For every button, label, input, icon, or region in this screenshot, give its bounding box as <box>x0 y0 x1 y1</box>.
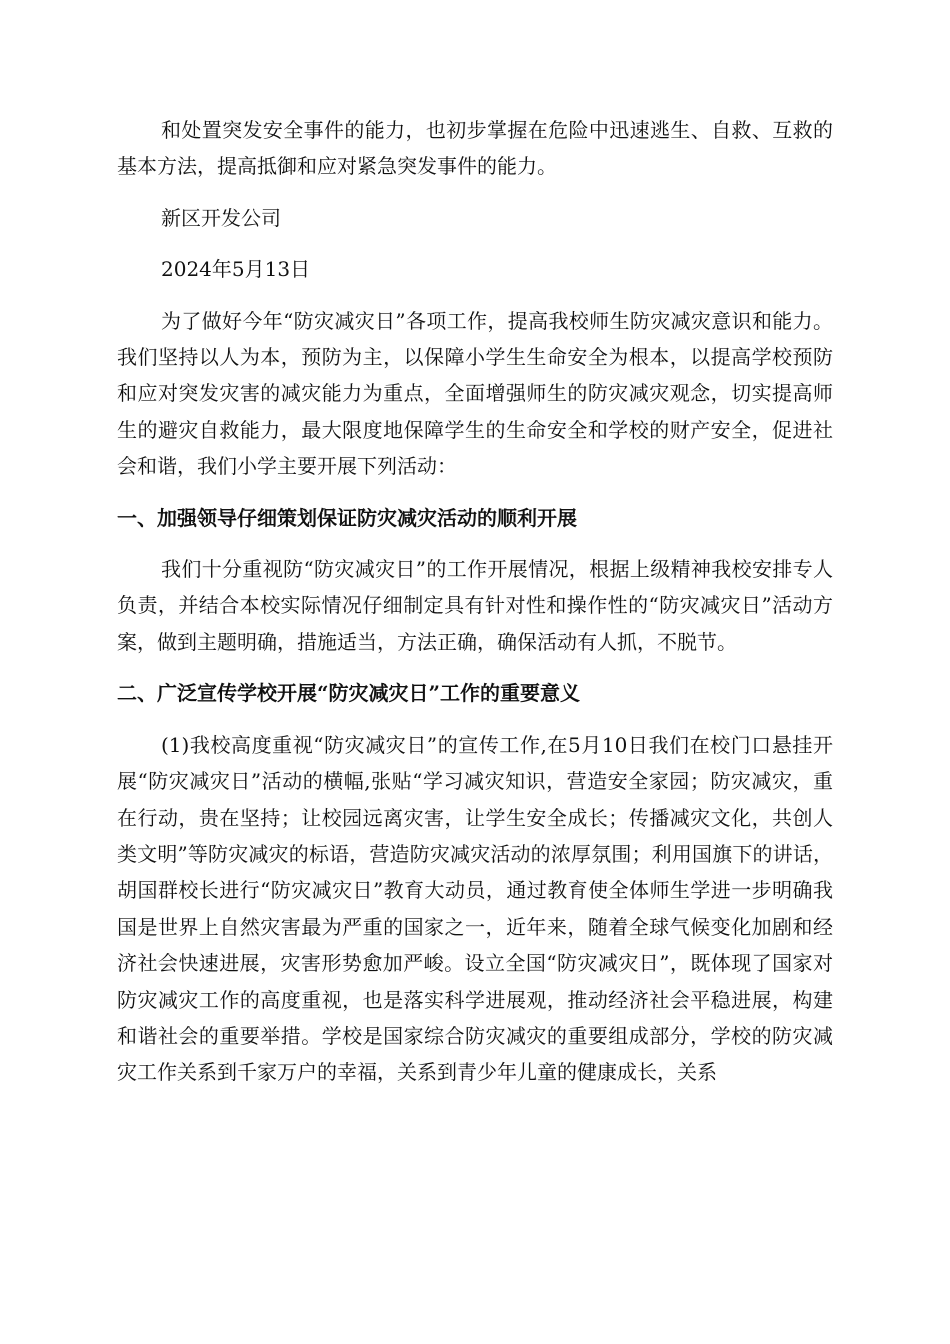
document-page <box>117 112 833 1106</box>
paragraph-section-2: (1)我校高度重视“防灾减灾日”的宣传工作,在5月10日我们在校门口悬挂开展“防灾减灾日”活动的横幅,张贴“学习减灾知识，营造安全家园；防灾减灾，重在行动，贵在坚持；让校园远离灾害，让学生安全成长；传播减灾文化，共创人类文明”等防灾减灾的标语，营造防灾减灾活动的浓厚氛围；利用国旗下的讲话，胡国群校长进行“防灾减灾日”教育大动员，通过教育使全体师生学进一步明确我国是世界上自然灾害最为严重的国家之一，近年来，随着全球气候变化加剧和经济社会快速进展，灾害形势愈加严峻。设立全国“防灾减灾日”，既体现了国家对防灾减灾工作的高度重视，也是落实科学进展观，推动经济社会平稳进展，构建和谐社会的重要举措。学校是国家综合防灾减灾的重要组成部分，学校的防灾减灾工作关系到千家万户的幸福，关系到青少年儿童的健康成长，关系 <box>117 732 833 1085</box>
section-heading-1: 一、加强领导仔细策划保证防灾减灾活动的顺利开展 <box>117 505 577 530</box>
signature-date: 2024年5月13日 <box>161 257 311 282</box>
signature-organization: 新区开发公司 <box>161 205 281 230</box>
paragraph-intro: 为了做好今年“防灾减灾日”各项工作，提高我校师生防灾减灾意识和能力。我们坚持以人为本，预防为主，以保障小学生生命安全为根本，以提高学校预防和应对突发灾害的减灾能力为重点，全面增强师生的防灾减灾观念，切实提高师生的避灾自救能力，最大限度地保障学生的生命安全和学校的财产安全，促进社会和谐，我们小学主要开展下列活动： <box>117 308 833 479</box>
section-heading-2: 二、广泛宣传学校开展“防灾减灾日”工作的重要意义 <box>117 681 581 706</box>
paragraph-section-1: 我们十分重视防“防灾减灾日”的工作开展情况，根据上级精神我校安排专人负责，并结合本校实际情况仔细制定具有针对性和操作性的“防灾减灾日”活动方案，做到主题明确，措施适当，方法正确，确保活动有人抓，不脱节。 <box>117 557 833 654</box>
paragraph-continued: 和处置突发安全事件的能力，也初步掌握在危险中迅速逃生、自救、互救的基本方法，提高抵御和应对紧急突发事件的能力。 <box>117 118 833 179</box>
